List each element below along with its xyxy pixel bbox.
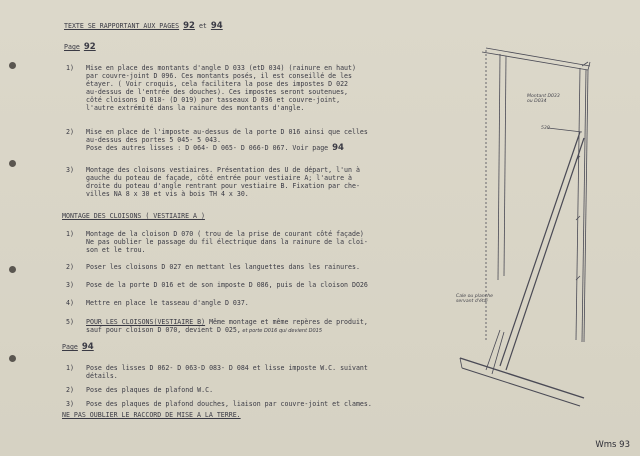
- handwritten-page-ref: 94: [332, 143, 344, 153]
- sketch-line: [482, 52, 588, 70]
- text-line-with-page-ref: [86, 144, 344, 152]
- vestiaire-b-heading: POUR LES CLOISONS(VESTIAIRE B): [86, 318, 206, 326]
- handwritten-annotation: et porte D016 qui devient D015: [240, 328, 323, 334]
- item-number: 3): [66, 166, 74, 174]
- item-number: 1): [66, 230, 74, 238]
- text-line: détails.: [86, 372, 118, 380]
- text-line: droite du poteau d'angle rentrant pour vestiaire B. Fixation par che-: [86, 182, 360, 190]
- label-line: servant d'étai: [456, 299, 488, 304]
- item-number: 4): [66, 299, 74, 307]
- item-number: 3): [66, 400, 74, 408]
- label-530: 530: [541, 126, 550, 131]
- label-line: ou D034: [527, 99, 547, 104]
- text-line: étayer. ( Voir croquis, cela facilitera la pose des impostes D 022: [86, 80, 349, 88]
- item-number: 3): [66, 281, 74, 289]
- page-header: [64, 22, 223, 30]
- page-stamp: Wms 93: [595, 440, 630, 450]
- label-montant: [527, 94, 560, 104]
- header-and: et: [198, 22, 207, 30]
- text-line: au-dessus de l'entrée des douches). Ces impostes seront soutenues,: [86, 88, 349, 96]
- item-number: 1): [66, 64, 74, 72]
- page-92-heading-label: Page: [64, 43, 80, 51]
- page-94-heading-number: 94: [81, 342, 94, 352]
- text-line: Montage de la cloison D 070 ( trou de la prise de courant côté façade): [86, 230, 364, 238]
- text-line: Montage des cloisons vestiaires. Présentation des U de départ, l'un à: [86, 166, 360, 174]
- earthing-warning: NE PAS OUBLIER LE RACCORD DE MISE A LA TERRE.: [62, 411, 241, 419]
- item-number: 2): [66, 128, 74, 136]
- montage-item-4: Mettre en place le tasseau d'angle D 037.: [86, 299, 249, 307]
- text-line: au-dessus des portes 5 045- 5 043.: [86, 136, 221, 144]
- header-page-94: 94: [210, 21, 223, 31]
- item-number: 1): [66, 364, 74, 372]
- header-page-92: 92: [183, 21, 195, 31]
- item-number: 2): [66, 263, 74, 271]
- page-92-heading-number: 92: [83, 42, 96, 52]
- text-line: Mise en place des montants d'angle D 033 (etD 034) (rainure en haut): [86, 64, 356, 72]
- text-line: gauche du poteau de façade, côté entrée pour vestiaire A; l'autre à: [86, 174, 352, 182]
- sketch-line: [486, 48, 590, 66]
- label-line: Cale ou planche: [456, 294, 493, 299]
- text-line: son et le trou.: [86, 246, 146, 254]
- page94-item-3: Pose des plaques de plafond douches, liaison par couvre-joint et clames.: [86, 400, 372, 408]
- text-line: Pose des autres lisses : D 064- D 065- D 066-D 067. Voir page: [86, 144, 329, 152]
- item-number: 5): [66, 318, 74, 326]
- page-92-heading: [64, 43, 96, 51]
- section-heading-montage: MONTAGE DES CLOISONS ( VESTIAIRE A ): [62, 212, 205, 220]
- text-line: Pose des lisses D 062- D 063-D 083- D 084 et lisse imposte W.C. suivant: [86, 364, 368, 372]
- label-line: Montant D033: [527, 94, 560, 99]
- text-line: l'autre extrémité dans la rainure des montants d'angle.: [86, 104, 305, 112]
- text-fragment: Même montage et même repères de produit,: [205, 318, 368, 326]
- page-94-heading-label: Page: [62, 343, 78, 351]
- text-line: villes NA 8 x 30 et vis à bois TH 4 x 30.: [86, 190, 249, 198]
- text-line: par couvre-joint D 096. Ces montants posés, il est conseillé de les: [86, 72, 352, 80]
- header-prefix: TEXTE SE RAPPORTANT AUX PAGES: [64, 22, 180, 30]
- text-line: Ne pas oublier le passage du fil électrique dans la rainure de la cloi-: [86, 238, 368, 246]
- assembly-sketch: [440, 40, 610, 410]
- text-line: [86, 326, 322, 335]
- page94-item-2: Pose des plaques de plafond W.C.: [86, 386, 214, 394]
- page-94-heading: [62, 343, 94, 351]
- text-line: côté cloisons D 018- (D 019) par tasseaux D 036 et couvre-joint,: [86, 96, 341, 104]
- label-cale: [456, 294, 493, 304]
- text-line: Mise en place de l'imposte au-dessus de la porte D 016 ainsi que celles: [86, 128, 368, 136]
- montage-item-3: Pose de la porte D 016 et de son imposte D 086, puis de la cloison DO26: [86, 281, 368, 289]
- text-line: [86, 318, 368, 326]
- text-fragment: sauf pour cloison D 070, devient D 025,: [86, 326, 241, 334]
- montage-item-2: Poser les cloisons D 027 en mettant les languettes dans les rainures.: [86, 263, 360, 271]
- item-number: 2): [66, 386, 74, 394]
